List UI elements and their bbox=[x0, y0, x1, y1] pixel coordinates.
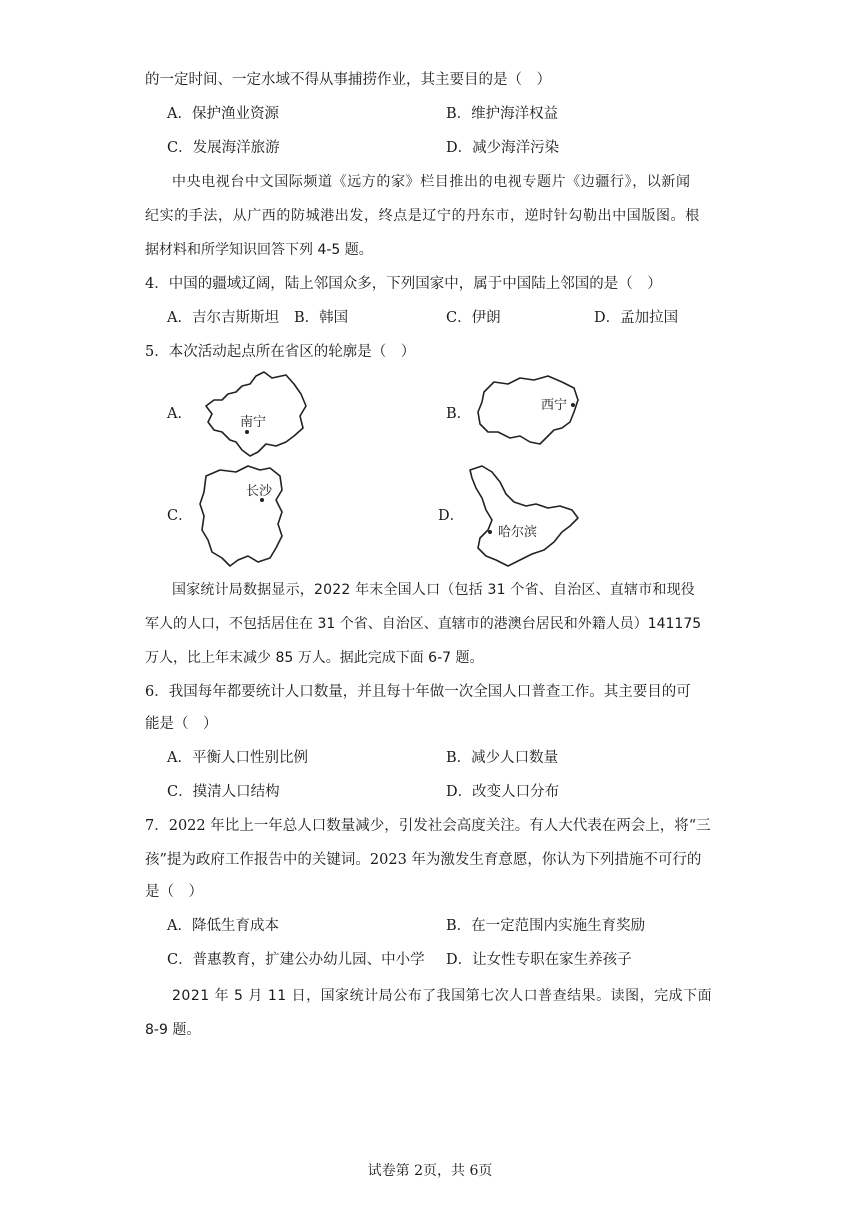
q5-option-a-letter[interactable]: A． bbox=[167, 406, 192, 422]
q7-option-a[interactable]: A．降低生育成本 bbox=[167, 918, 279, 934]
material-3-line-1: 2021 年 5 月 11 日，国家统计局公布了我国第七次人口普查结果。读图，完成下面 bbox=[172, 988, 713, 1004]
q6-option-a[interactable]: A．平衡人口性别比例 bbox=[167, 750, 308, 766]
material-1-line-2: 纪实的手法，从广西的防城港出发，终点是辽宁的丹东市，逆时针勾勒出中国版图。根 bbox=[145, 208, 700, 224]
q7-stem-line-1: 7．2022 年比上一年总人口数量减少，引发社会高度关注。有人大代表在两会上，将“三 bbox=[145, 818, 711, 834]
material-1-line-3: 据材料和所学知识回答下列 4-5 题。 bbox=[145, 242, 373, 258]
q7-option-c[interactable]: C．普惠教育，扩建公办幼儿园、中小学 bbox=[167, 952, 425, 968]
q7-stem-line-3: 是（ ） bbox=[145, 884, 203, 900]
q3-option-b[interactable]: B．维护海洋权益 bbox=[446, 106, 559, 122]
q4-stem: 4．中国的疆域辽阔，陆上邻国众多，下列国家中，属于中国陆上邻国的是（ ） bbox=[145, 276, 662, 292]
q5-option-d-letter[interactable]: D． bbox=[438, 508, 465, 524]
q3-option-a[interactable]: A．保护渔业资源 bbox=[167, 106, 279, 122]
material-2-line-3: 万人，比上年末减少 85 万人。据此完成下面 6-7 题。 bbox=[145, 650, 484, 666]
q5-option-a-city: 南宁 bbox=[240, 415, 267, 430]
q6-option-b[interactable]: B．减少人口数量 bbox=[446, 750, 559, 766]
q5-option-d-city: 哈尔滨 bbox=[498, 525, 538, 540]
q4-option-c[interactable]: C．伊朗 bbox=[446, 310, 501, 326]
q6-stem-line-2: 能是（ ） bbox=[145, 716, 218, 732]
material-1-line-1: 中央电视台中文国际频道《远方的家》栏目推出的电视专题片《边疆行》，以新闻 bbox=[172, 174, 691, 190]
q3-stem-tail: 的一定时间、一定水域不得从事捕捞作业，其主要目的是（ ） bbox=[145, 72, 551, 88]
q4-option-a[interactable]: A．吉尔吉斯斯坦 bbox=[167, 310, 279, 326]
q3-option-d[interactable]: D．减少海洋污染 bbox=[446, 140, 560, 156]
material-3-line-2: 8-9 题。 bbox=[145, 1022, 201, 1038]
q7-stem-line-2: 孩”提为政府工作报告中的关键词。2023 年为激发生育意愿，你认为下列措施不可行的 bbox=[145, 852, 702, 868]
material-2-line-2: 军人的人口，不包括居住在 31 个省、自治区、直辖市的港澳台居民和外籍人员）141175 bbox=[145, 616, 702, 632]
q5-option-c-map[interactable] bbox=[196, 462, 296, 572]
page-footer: 试卷第 2页，共 6页 bbox=[367, 1163, 493, 1179]
q4-option-b[interactable]: B．韩国 bbox=[294, 310, 349, 326]
q5-stem: 5．本次活动起点所在省区的轮廓是（ ） bbox=[145, 344, 416, 360]
q4-option-d[interactable]: D．孟加拉国 bbox=[594, 310, 679, 326]
q5-option-b-city: 西宁 bbox=[541, 398, 568, 413]
q6-stem-line-1: 6．我国每年都要统计人口数量，并且每十年做一次全国人口普查工作。其主要目的可 bbox=[145, 684, 691, 700]
q5-option-c-city: 长沙 bbox=[246, 484, 273, 499]
q3-option-c[interactable]: C．发展海洋旅游 bbox=[167, 140, 280, 156]
q5-option-c-letter[interactable]: C． bbox=[167, 508, 193, 524]
q5-option-b-letter[interactable]: B． bbox=[446, 406, 472, 422]
q6-option-c[interactable]: C．摸清人口结构 bbox=[167, 784, 280, 800]
q5-option-b-map[interactable] bbox=[470, 372, 585, 457]
q6-option-d[interactable]: D．改变人口分布 bbox=[446, 784, 560, 800]
material-2-line-1: 国家统计局数据显示，2022 年末全国人口（包括 31 个省、自治区、直辖市和现役 bbox=[172, 582, 695, 598]
q7-option-b[interactable]: B．在一定范围内实施生育奖励 bbox=[446, 918, 646, 934]
q7-option-d[interactable]: D．让女性专职在家生养孩子 bbox=[446, 952, 632, 968]
q5-option-d-map[interactable] bbox=[462, 462, 587, 570]
